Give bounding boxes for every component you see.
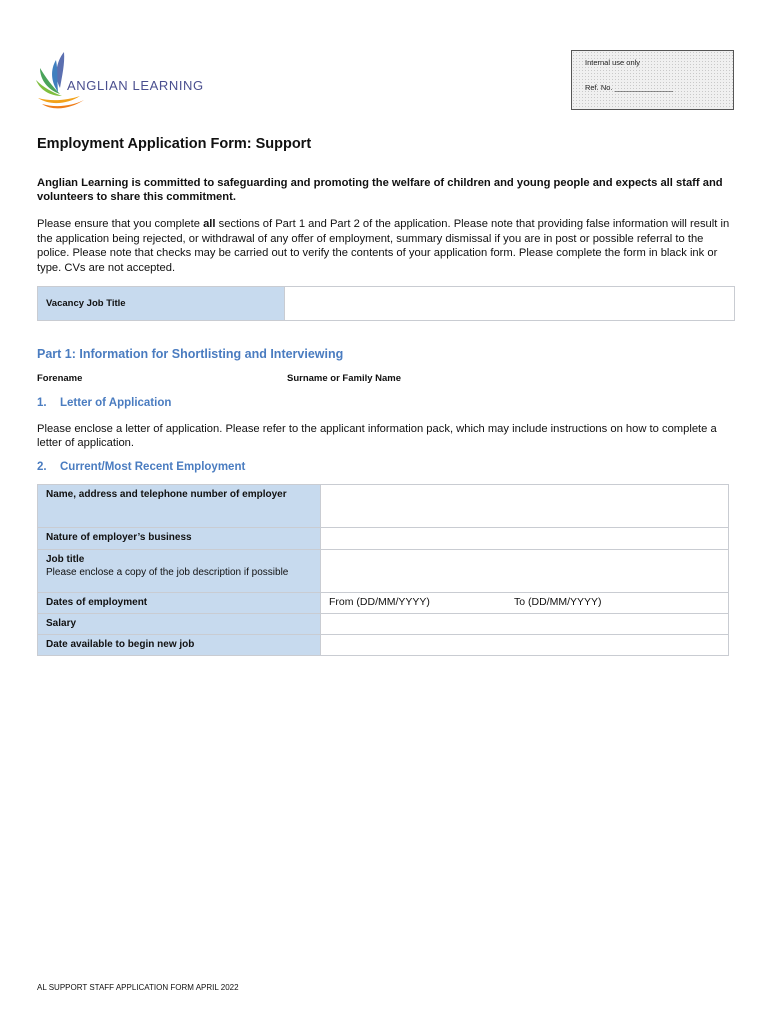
internal-use-label: Internal use only (585, 58, 641, 67)
dates-from-label: From (DD/MM/YYYY) (329, 596, 430, 608)
table-row (38, 528, 729, 550)
available-date-field[interactable] (321, 635, 729, 656)
employer-field[interactable] (321, 485, 729, 528)
anglian-learning-logo (34, 50, 224, 112)
instructions-post: sections of Part 1 and Part 2 of the application. Please note that providing false information will result in the application being rejected, or withdrawal of any offer of employment, summary dismissal if you are in post or possible referral to the police. Please note that checks may be carried out to verify the contents of your application form. Please complete the form in black ink or type. CVs are not accepted. (37, 218, 730, 274)
nature-field[interactable] (321, 528, 729, 550)
dates-label: Dates of employment (38, 593, 321, 614)
ref-number-label: Ref. No. ______________ (585, 83, 673, 92)
table-row (38, 593, 729, 614)
instructions-bold: all (203, 218, 216, 230)
section1-number: 1. (37, 397, 47, 409)
footer-text: AL SUPPORT STAFF APPLICATION FORM APRIL 2022 (37, 983, 239, 992)
vacancy-job-title-label: Vacancy Job Title (38, 287, 284, 320)
section1-heading (37, 397, 171, 409)
job-title-field[interactable] (321, 550, 729, 593)
surname-label: Surname or Family Name (287, 373, 402, 384)
letter-of-application-text: Please enclose a letter of application. Please refer to the applicant information pack, which may include instructions on how to complete a letter of application. (37, 423, 717, 449)
dates-to-label: To (DD/MM/YYYY) (514, 596, 602, 608)
nature-label: Nature of employer’s business (38, 528, 321, 550)
table-row (38, 614, 729, 635)
job-title-label-text: Job title (46, 554, 85, 565)
vacancy-row (37, 286, 735, 321)
logo-text: ANGLIAN LEARNING (67, 78, 204, 93)
instructions-pre: Please ensure that you complete (37, 218, 204, 230)
dates-field[interactable] (321, 593, 729, 614)
forename-label: Forename (37, 373, 83, 384)
table-row (38, 550, 729, 593)
available-date-label: Date available to begin new job (38, 635, 321, 656)
employer-label: Name, address and telephone number of employer (38, 485, 321, 528)
employment-table (37, 484, 729, 656)
internal-use-box (571, 50, 734, 110)
section1-title: Letter of Application (60, 397, 172, 409)
salary-label: Salary (38, 614, 321, 635)
salary-field[interactable] (321, 614, 729, 635)
safeguarding-statement: Anglian Learning is committed to safeguarding and promoting the welfare of children and young people and expects all staff and volunteers to share this commitment. (37, 177, 723, 203)
job-title-label (38, 550, 321, 593)
table-row (38, 485, 729, 528)
section2-number: 2. (37, 461, 47, 473)
section2-title: Current/Most Recent Employment (60, 461, 246, 473)
job-title-note: Please enclose a copy of the job description if possible (46, 567, 289, 578)
part1-heading: Part 1: Information for Shortlisting and Interviewing (37, 347, 344, 361)
vacancy-job-title-field[interactable] (284, 287, 734, 320)
table-row (38, 635, 729, 656)
section2-heading (37, 461, 245, 473)
page-title: Employment Application Form: Support (37, 136, 312, 152)
instructions-paragraph (37, 217, 737, 275)
